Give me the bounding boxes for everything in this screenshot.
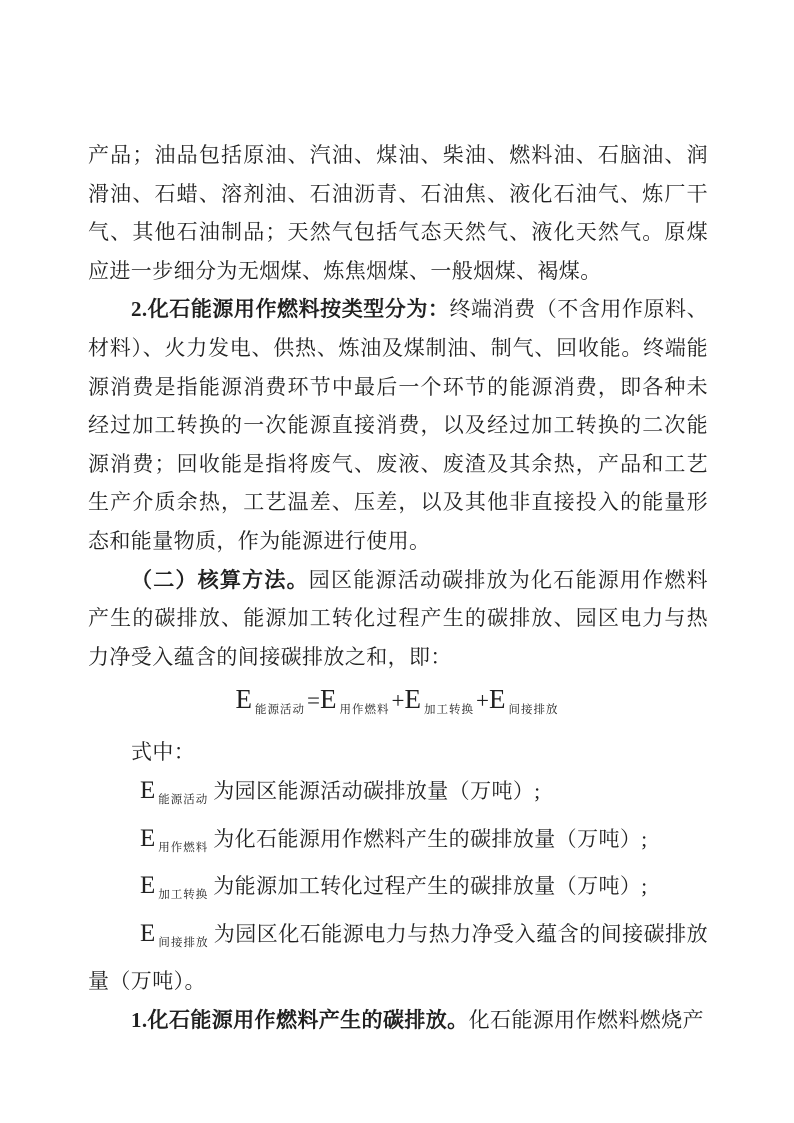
paragraph-item2 — [88, 290, 708, 560]
definition-indirect-emission — [88, 915, 708, 1001]
item2-lead-text: 2.化石能源用作燃料按类型分为： — [131, 297, 450, 322]
equation-term-processing-conversion — [404, 684, 476, 717]
equation-plus-sign: + — [391, 688, 405, 714]
definition-symbol: E — [140, 824, 156, 852]
equation-term-indirect-emission — [488, 684, 561, 717]
equation-symbol: E — [320, 684, 337, 715]
document-body — [88, 136, 708, 1039]
definition-subscript: 能源活动 — [158, 793, 209, 806]
definition-description: 为园区能源活动碳排放量（万吨）; — [213, 778, 541, 803]
equation-subscript: 能源活动 — [255, 704, 306, 717]
definition-processing-conversion — [88, 867, 708, 915]
definition-used-as-fuel — [88, 820, 708, 868]
definition-energy-activity — [88, 772, 708, 820]
equation-term-used-as-fuel — [320, 684, 392, 717]
definition-description: 为能源加工转化过程产生的碳排放量（万吨）; — [213, 874, 648, 899]
equation-subscript: 用作燃料 — [339, 704, 390, 717]
equation-plus-sign: + — [475, 688, 489, 714]
paragraph-method — [88, 561, 708, 677]
equation-symbol: E — [404, 684, 421, 715]
paragraph-item1 — [88, 1001, 708, 1040]
equation-subscript: 间接排放 — [508, 704, 559, 717]
equation-subscript: 加工转换 — [423, 704, 474, 717]
definition-description: 为化石能源用作燃料产生的碳排放量（万吨）; — [213, 826, 648, 851]
equation-symbol: E — [235, 684, 253, 715]
item1-body-text: 化石能源用作燃料燃烧产 — [468, 1007, 704, 1032]
definition-subscript: 用作燃料 — [158, 841, 209, 854]
item1-lead-text: 1.化石能源用作燃料产生的碳排放。 — [131, 1007, 469, 1032]
paragraph-fuel-products: 产品；油品包括原油、汽油、煤油、柴油、燃料油、石脑油、润滑油、石蜡、溶剂油、石油沥青、石油焦、液化石油气、炼厂干气、其他石油制品；天然气包括气态天然气、液化天然气。原煤应进一步细分为无烟煤、炼焦烟煤、一般烟煤、褐煤。 — [88, 143, 708, 283]
definition-subscript: 间接排放 — [158, 936, 209, 949]
emission-equation — [88, 676, 708, 733]
equation-symbol: E — [488, 684, 506, 715]
method-body-text: 园区能源活动碳排放为化石能源用作燃料产生的碳排放、能源加工转化过程产生的碳排放、园区电力与热力净受入蕴含的间接碳排放之和，即： — [88, 567, 708, 669]
equation-equals-sign: = — [307, 688, 320, 714]
equation-term-energy-activity — [235, 684, 308, 717]
definition-subscript: 加工转换 — [158, 889, 209, 902]
definition-symbol: E — [140, 872, 156, 900]
definition-symbol: E — [140, 919, 156, 947]
definition-symbol: E — [140, 776, 156, 804]
where-label: 式中： — [131, 740, 196, 765]
method-lead-text: （二）核算方法。 — [131, 567, 309, 592]
item2-body-text: 终端消费（不含用作原料、材料）、火力发电、供热、炼油及煤制油、制气、回收能。终端能源消费是指能源消费环节中最后一个环节的能源消费，即各种未经过加工转换的一次能源直接消费，以及经过加工转换的二次能源消费；回收能是指将废气、废液、废渣及其余热，产品和工艺生产介质余热，工艺温差、压差，以及其他非直接投入的能量形态和能量物质，作为能源进行使用。 — [88, 297, 708, 553]
definition-description: 为园区化石能源电力与热力净受入蕴含的间接碳排放量（万吨）。 — [88, 921, 708, 994]
